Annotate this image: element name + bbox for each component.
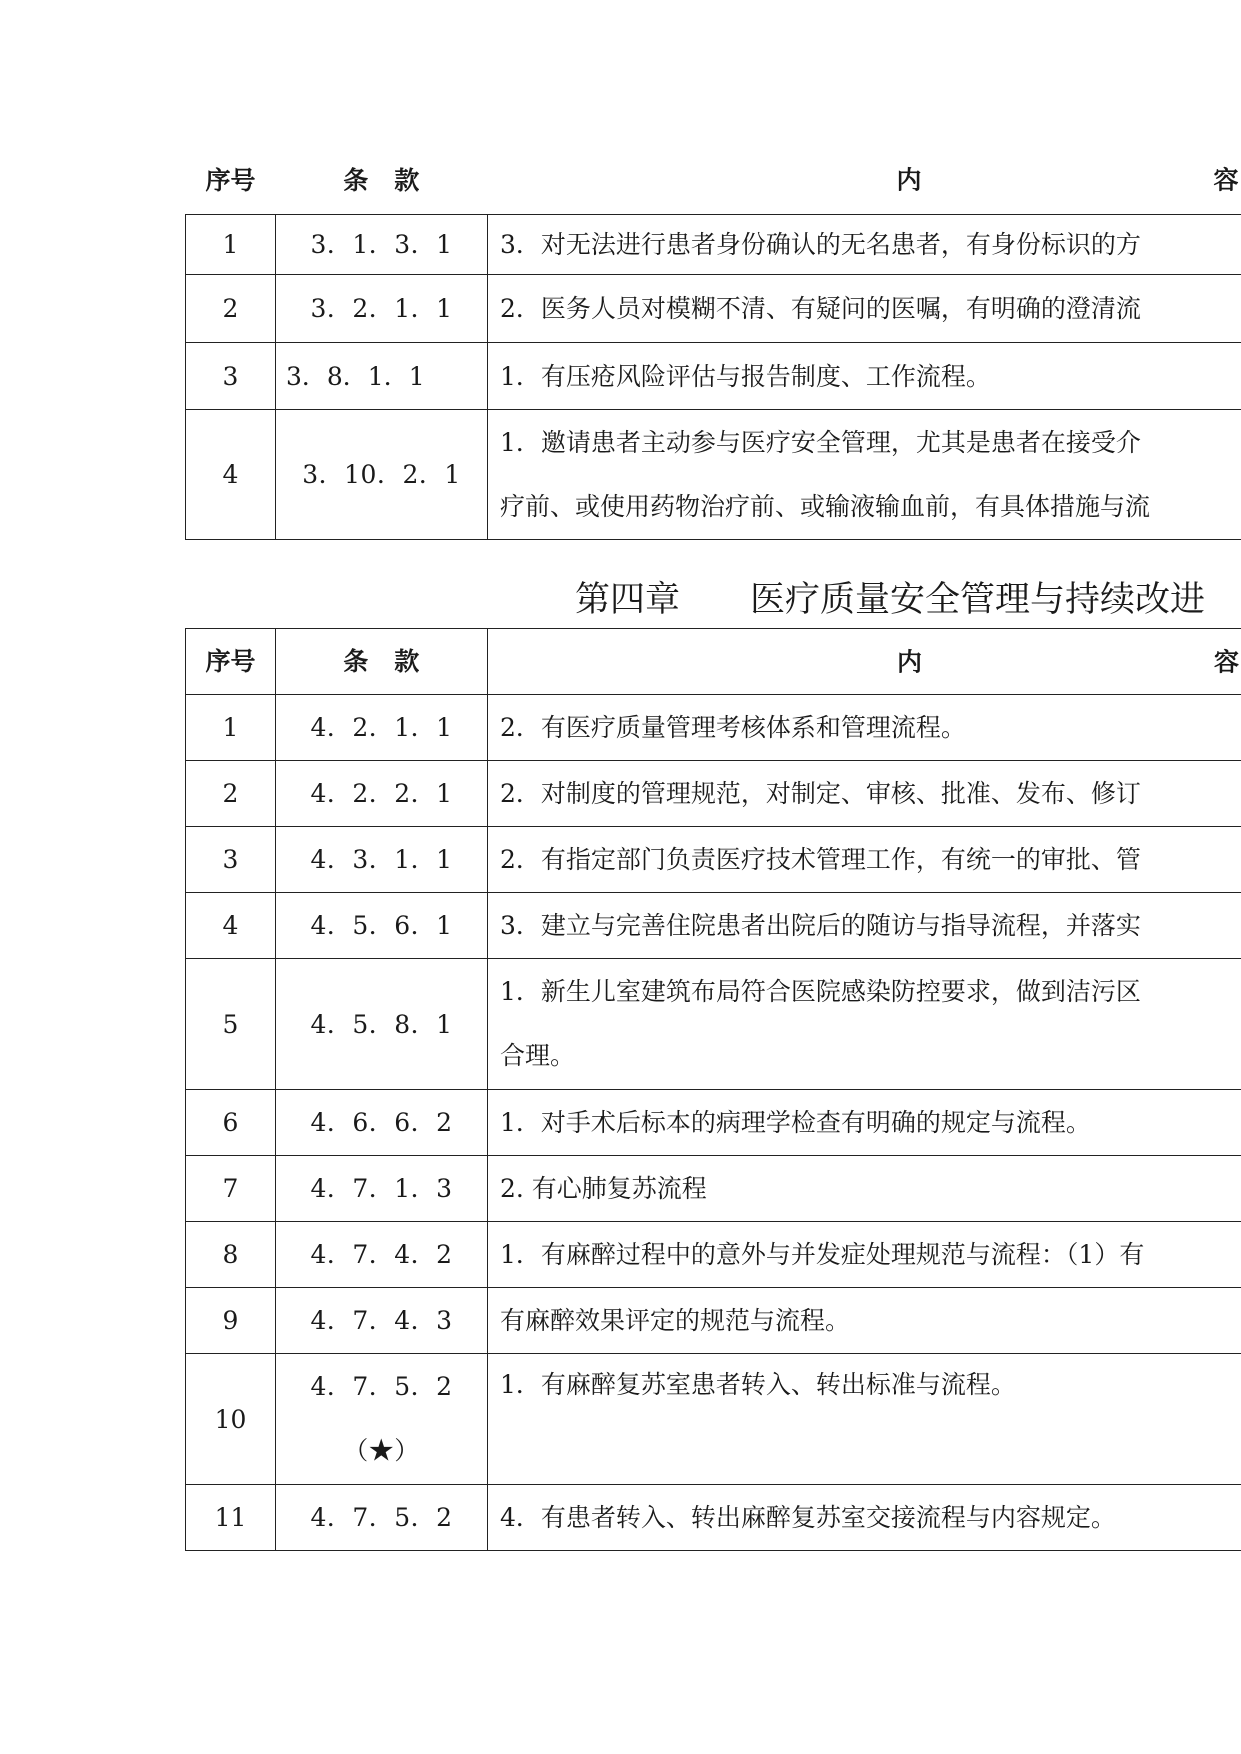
row-num: 9: [186, 1288, 276, 1354]
header-num: 序号: [186, 629, 276, 695]
row-content: [488, 410, 1241, 540]
row-content: 4．有患者转入、转出麻醉复苏室交接流程与内容规定。: [488, 1485, 1241, 1551]
row-clause-line1: 4．7．5．2: [310, 1372, 453, 1401]
row-content: 2. 有心肺复苏流程: [488, 1156, 1241, 1222]
row-clause: 4．6．6．2: [276, 1090, 488, 1156]
row-clause: 4．7．4．3: [276, 1288, 488, 1354]
row-clause: 3．10．2．1: [276, 410, 488, 540]
row-content: 1．有麻醉过程中的意外与并发症处理规范与流程：（1）有: [488, 1222, 1241, 1288]
table-row: [186, 275, 1241, 343]
table-row: [186, 959, 1241, 1090]
table-row: [186, 1485, 1241, 1551]
row-content: 有麻醉效果评定的规范与流程。: [488, 1288, 1241, 1354]
table-row: [186, 1222, 1241, 1288]
row-clause: 4．7．1．3: [276, 1156, 488, 1222]
header-content-left: 内: [896, 165, 922, 195]
header-content-right: 容: [1213, 165, 1239, 195]
row-clause: 4．5．8．1: [276, 959, 488, 1090]
row-content: 3．建立与完善住院患者出院后的随访与指导流程，并落实: [488, 893, 1241, 959]
table-header-row: [186, 146, 1241, 215]
row-content: 2．医务人员对模糊不清、有疑问的医嘱，有明确的澄清流: [488, 275, 1241, 343]
header-content-left: 内: [897, 647, 923, 676]
row-clause: 4．2．1．1: [276, 695, 488, 761]
row-num: 6: [186, 1090, 276, 1156]
table-row: [186, 761, 1241, 827]
chapter4-title-text: 医疗质量安全管理与持续改进: [750, 580, 1206, 620]
row-clause: 3．1．3．1: [276, 215, 488, 275]
row-content: 2．有指定部门负责医疗技术管理工作，有统一的审批、管: [488, 827, 1241, 893]
row-num: 5: [186, 959, 276, 1090]
row-content-line2: 疗前、或使用药物治疗前、或输液输血前，有具体措施与流: [500, 491, 1151, 521]
row-clause: [276, 1354, 488, 1485]
row-num: 4: [186, 410, 276, 540]
row-num: 10: [186, 1354, 276, 1485]
row-content-line1: 1．邀请患者主动参与医疗安全管理，尤其是患者在接受介: [500, 427, 1141, 457]
row-content: 1．对手术后标本的病理学检查有明确的规定与流程。: [488, 1090, 1241, 1156]
row-num: 3: [186, 827, 276, 893]
row-content-line2: 合理。: [500, 1041, 576, 1070]
table-header-row: [186, 629, 1241, 695]
row-content: 2．有医疗质量管理考核体系和管理流程。: [488, 695, 1241, 761]
row-content-line1: 1．新生儿室建筑布局符合医院感染防控要求，做到洁污区: [500, 977, 1141, 1006]
header-content: [488, 629, 1241, 695]
row-content: 1．有压疮风险评估与报告制度、工作流程。: [488, 343, 1241, 410]
row-num: 3: [186, 343, 276, 410]
table-row: [186, 343, 1241, 410]
table-row: [186, 215, 1241, 275]
row-clause: 3．2．1．1: [276, 275, 488, 343]
row-num: 1: [186, 215, 276, 275]
header-num: 序号: [205, 165, 256, 195]
header-clause: 条 款: [276, 629, 488, 695]
row-clause-line2: （★）: [343, 1436, 420, 1465]
table-row: [186, 893, 1241, 959]
row-clause: 4．7．4．2: [276, 1222, 488, 1288]
row-num: 2: [186, 275, 276, 343]
row-clause: 4．5．6．1: [276, 893, 488, 959]
row-content: 2．对制度的管理规范，对制定、审核、批准、发布、修订: [488, 761, 1241, 827]
row-num: 8: [186, 1222, 276, 1288]
row-clause: 4．3．1．1: [276, 827, 488, 893]
table-row: [186, 827, 1241, 893]
row-content: 3．对无法进行患者身份确认的无名患者，有身份标识的方: [488, 215, 1241, 275]
row-content: 1．有麻醉复苏室患者转入、转出标准与流程。: [488, 1354, 1241, 1485]
row-clause: 4．7．5．2: [276, 1485, 488, 1551]
table-row: [186, 1354, 1241, 1485]
chapter3-table: [185, 146, 1241, 540]
row-num: 1: [186, 695, 276, 761]
table-row: [186, 1288, 1241, 1354]
table-row: [186, 1090, 1241, 1156]
row-num: 11: [186, 1485, 276, 1551]
chapter4-title-number: 第四章: [575, 580, 681, 620]
table-row: [186, 410, 1241, 540]
row-num: 4: [186, 893, 276, 959]
row-num: 2: [186, 761, 276, 827]
chapter4-title: [575, 572, 1205, 622]
row-clause: 4．2．2．1: [276, 761, 488, 827]
header-clause: 条 款: [343, 165, 420, 195]
header-content: [488, 146, 1241, 215]
row-content: [488, 959, 1241, 1090]
row-num: 7: [186, 1156, 276, 1222]
table-row: [186, 1156, 1241, 1222]
table-row: [186, 695, 1241, 761]
header-content-right: 容: [1214, 647, 1240, 676]
chapter4-table: [185, 628, 1241, 1551]
row-clause: 3．8．1．1: [276, 343, 488, 410]
